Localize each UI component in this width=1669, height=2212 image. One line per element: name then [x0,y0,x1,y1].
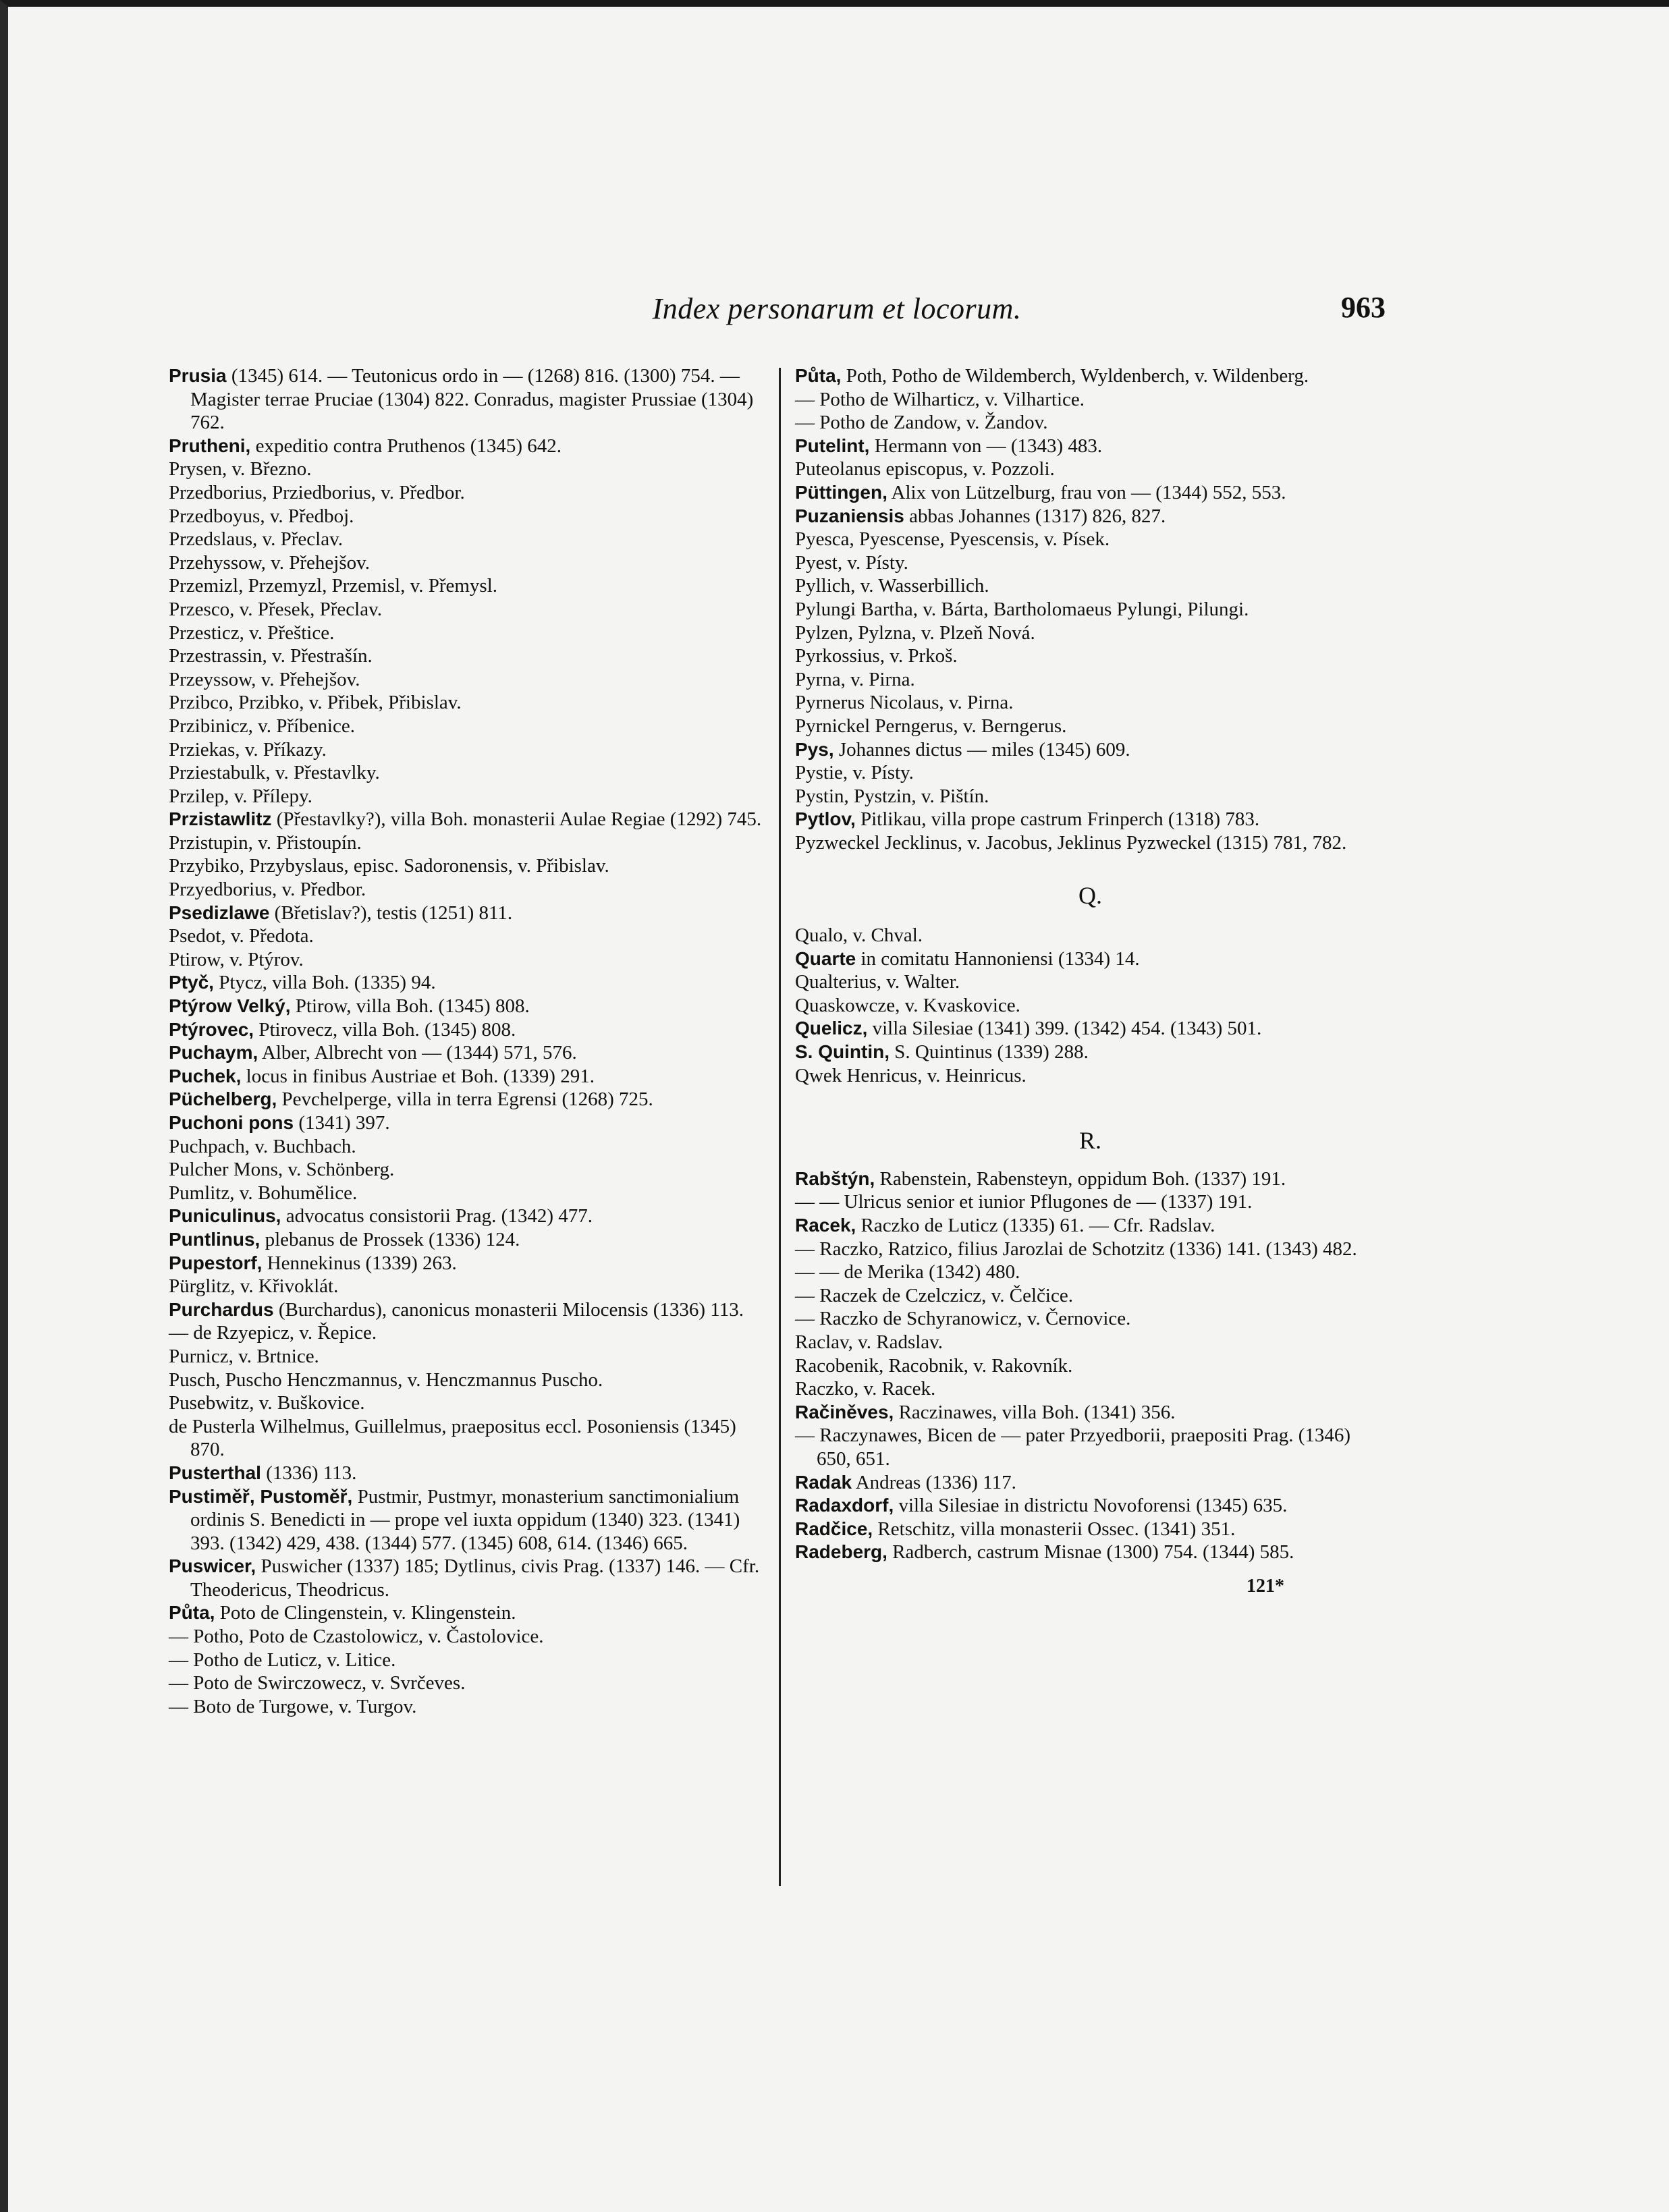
index-entry [169,808,763,831]
index-entry [169,854,763,878]
index-entry [169,948,763,972]
entry-text: Pyrnerus Nicolaus, v. Pirna. [795,692,1014,714]
index-entry [169,1228,763,1252]
entry-text: Poto de Clingenstein, v. Klingenstein. [215,1602,516,1624]
index-entry [795,1377,1386,1401]
index-entry [795,1424,1386,1470]
entry-text: Pustmir, Pustmyr, monasterium sanctimonialium ordinis S. Benedicti in — prope vel iuxta oppidum (1340) 323. (1341) 393. (1342) 429, 438. (1344) 577. (1345) 608, 614. (1346) 665. [190,1485,740,1554]
index-entry [795,1494,1386,1518]
index-entry [169,902,763,925]
index-entry [169,1462,763,1485]
entry-text: Purnicz, v. Brtnice. [169,1345,319,1367]
index-entry [169,1158,763,1182]
index-entry [795,1354,1386,1378]
entry-text: S. Quintinus (1339) 288. [890,1041,1089,1063]
entry-text: Hennekinus (1339) 263. [262,1252,457,1274]
entry-text: plebanus de Prossek (1336) 124. [260,1228,520,1250]
entry-text: Raczinawes, villa Boh. (1341) 356. [894,1401,1176,1423]
index-entry [169,668,763,692]
index-entry [795,435,1386,458]
index-entry [169,1345,763,1368]
entry-text: (Burchardus), canonicus monasterii Milocensis (1336) 113. [273,1298,744,1321]
index-entry [795,481,1386,505]
index-entry [795,1017,1386,1041]
entry-headword: Ptýrow Velký, [169,995,291,1017]
index-entry [795,388,1386,412]
entry-text: Poth, Potho de Wildemberch, Wyldenberch, v. Wildenberg. [841,365,1309,387]
entry-text: Pürglitz, v. Křivoklát. [169,1275,339,1298]
index-entry [169,1275,763,1298]
index-entry [169,621,763,645]
index-entry [169,458,763,481]
entry-text: Prziekas, v. Příkazy. [169,738,327,761]
index-entry [795,598,1386,621]
index-entry [169,878,763,902]
entry-text: Ptirovecz, villa Boh. (1345) 808. [254,1018,516,1041]
section-letter-q: Q. [1078,882,1102,910]
entry-text: Pyrkossius, v. Prkoš. [795,645,958,667]
index-entry [169,1018,763,1042]
entry-text: Puchpach, v. Buchbach. [169,1135,356,1157]
index-entry [795,1284,1386,1308]
entry-text: Pevchelperge, villa in terra Egrensi (1268) 725. [277,1088,653,1111]
index-entry [795,1331,1386,1354]
index-entry [795,924,1386,947]
index-entry [169,1485,763,1555]
index-entry [795,715,1386,738]
entry-headword: Racek, [795,1215,856,1236]
entry-headword: Půta, [795,365,842,386]
entry-text: Qualterius, v. Walter. [795,971,960,993]
entry-text: Hermann von — (1343) 483. [869,435,1103,457]
index-entry [169,364,763,435]
entry-text: Raclav, v. Radslav. [795,1331,943,1353]
index-entry [795,1238,1386,1261]
entry-headword: Puntlinus, [169,1228,261,1250]
index-entry [795,668,1386,692]
entry-text: Prziestabulk, v. Přestavlky. [169,762,380,784]
entry-headword: Prutheni, [169,435,251,456]
entry-text: Qualo, v. Chval. [795,924,923,947]
entry-headword: Pusterthal [169,1462,261,1483]
index-entry [795,761,1386,785]
entry-text: — Potho de Luticz, v. Litice. [169,1649,396,1671]
entry-text: Przilep, v. Přílepy. [169,785,312,807]
entry-text: Racobenik, Racobnik, v. Rakovník. [795,1354,1073,1377]
entry-text: Pyrna, v. Pirna. [795,668,915,690]
entry-text: Pulcher Mons, v. Schönberg. [169,1159,395,1181]
entry-text: Pystie, v. Písty. [795,762,914,784]
entry-text: de Pusterla Wilhelmus, Guillelmus, praepositus eccl. Posoniensis (1345) 870. [169,1415,736,1461]
section-letter-r: R. [1078,1127,1101,1155]
entry-text: Raczko, v. Racek. [795,1378,936,1400]
entry-text: locus in finibus Austriae et Boh. (1339) 291. [241,1065,595,1087]
entry-headword: Pustiměř, Pustoměř, [169,1485,353,1507]
entry-headword: Puchek, [169,1065,242,1086]
page-number: 963 [1341,291,1386,324]
index-entry [795,1167,1386,1191]
index-entry [169,1065,763,1088]
entry-text: Psedot, v. Předota. [169,925,314,947]
index-entry [795,574,1386,598]
column-divider [779,368,781,1886]
entry-text: Ptycz, villa Boh. (1335) 94. [213,972,436,994]
entry-text: Rabenstein, Rabensteyn, oppidum Boh. (1337) 191. [875,1167,1286,1190]
index-entry [795,1190,1386,1214]
left-column [169,364,763,1718]
index-entry [169,1671,763,1695]
entry-text: Przedborius, Prziedborius, v. Předbor. [169,481,465,503]
entry-text: — Potho de Wilharticz, v. Vilhartice. [795,388,1085,410]
entry-text: Przesticz, v. Přeštice. [169,621,335,644]
entry-text: Przedslaus, v. Přeclav. [169,528,343,551]
entry-text: Retschitz, villa monasterii Ossec. (1341) 351. [873,1518,1236,1540]
entry-headword: Puzaniensis [795,505,904,526]
entry-text: Przybiko, Przybyslaus, episc. Sadoronensis, v. Přibislav. [169,855,609,877]
entry-headword: Puchaym, [169,1042,258,1063]
entry-text: Alber, Albrecht von — (1344) 571, 576. [258,1042,577,1064]
entry-text: advocatus consistorii Prag. (1342) 477. [281,1205,593,1227]
entry-text: Przemizl, Przemyzl, Przemisl, v. Přemysl. [169,575,497,597]
entry-text: Przyedborius, v. Předbor. [169,879,366,901]
entry-headword: Prusia [169,365,227,386]
entry-text: Qwek Henricus, v. Heinricus. [795,1064,1027,1086]
entry-headword: Půta, [169,1602,215,1624]
index-entry [795,947,1386,971]
entry-headword: Püchelberg, [169,1088,277,1110]
entry-text: Quaskowcze, v. Kvaskovice. [795,994,1020,1016]
index-entry [795,1541,1386,1564]
entry-text: Pyllich, v. Wasserbillich. [795,575,989,597]
index-entry [795,551,1386,575]
index-entry [795,1064,1386,1088]
index-entry [169,1368,763,1392]
index-entry [795,1471,1386,1495]
entry-text: Puteolanus episcopus, v. Pozzoli. [795,458,1055,480]
entry-text: — de Rzyepicz, v. Řepice. [169,1322,377,1344]
index-entry [169,1298,763,1322]
index-entry [169,971,763,995]
entry-headword: Radaxdorf, [795,1495,894,1516]
entry-headword: Puniculinus, [169,1205,281,1227]
index-entry [169,1205,763,1228]
entry-headword: Püttingen, [795,481,887,503]
index-entry [169,1182,763,1205]
entry-text: Johannes dictus — miles (1345) 609. [833,738,1130,761]
entry-text: Pumlitz, v. Bohumělice. [169,1182,358,1204]
entry-text: Przibco, Przibko, v. Přibek, Přibislav. [169,692,462,714]
index-entry [795,691,1386,715]
index-entry [795,1518,1386,1541]
index-entry [795,1401,1386,1425]
entry-text: villa Silesiae (1341) 399. (1342) 454. (1343) 501. [867,1018,1262,1040]
index-entry [169,574,763,598]
index-entry [795,1214,1386,1238]
index-entry [169,528,763,551]
index-entry [169,551,763,575]
entry-headword: Puswicer, [169,1555,256,1577]
index-entry [169,1695,763,1719]
index-entry [795,1041,1386,1064]
index-entry [795,785,1386,808]
entry-text: Prysen, v. Březno. [169,458,312,480]
entry-text: Pystin, Pystzin, v. Pištín. [795,785,989,807]
index-entry [795,505,1386,528]
entry-text: expeditio contra Pruthenos (1345) 642. [250,435,562,457]
entry-headword: Ptýrovec, [169,1018,254,1040]
entry-text: in comitatu Hannoniensi (1334) 14. [856,947,1140,970]
entry-headword: Radak [795,1471,852,1493]
index-entry [795,808,1386,831]
entry-headword: Puchoni pons [169,1112,294,1133]
entry-text: (Břetislav?), testis (1251) 811. [269,902,513,924]
entry-text: Raczko de Luticz (1335) 61. — Cfr. Radslav. [856,1215,1215,1236]
entry-text: Przehyssow, v. Přehejšov. [169,551,371,574]
entry-text: Przistupin, v. Přistoupín. [169,831,362,854]
entry-headword: Pytlov, [795,808,856,830]
entry-text: Pyest, v. Písty. [795,551,908,574]
entry-text: Przedboyus, v. Předboj. [169,505,354,527]
entry-text: Andreas (1336) 117. [852,1471,1016,1493]
index-entry [795,1261,1386,1284]
entry-text: Puswicher (1337) 185; Dytlinus, civis Prag. (1337) 146. — Cfr. Theodericus, Theodricus. [190,1555,760,1601]
index-entry [169,1601,763,1625]
entry-headword: Quarte [795,947,856,969]
index-entry [169,1111,763,1135]
index-entry [169,1041,763,1065]
index-entry [169,481,763,505]
entry-text: — Poto de Swirczowecz, v. Svrčeves. [169,1672,466,1694]
entry-text: Alix von Lützelburg, frau von — (1344) 552, 553. [887,481,1286,503]
entry-text: (1336) 113. [261,1462,357,1484]
entry-text: — Raczynawes, Bicen de — pater Przyedborii, praepositi Prag. (1346) 650, 651. [795,1425,1351,1470]
index-entry [169,924,763,948]
index-entry [169,738,763,762]
right-column-q-entries [795,924,1386,1087]
index-entry [169,1252,763,1275]
entry-text: — Raczek de Czelczicz, v. Čelčice. [795,1284,1073,1306]
entry-text: Przestrassin, v. Přestrašín. [169,645,373,667]
index-entry [795,411,1386,435]
entry-headword: Quelicz, [795,1018,868,1039]
entry-headword: Račiněves, [795,1401,894,1422]
entry-text: Pusch, Puscho Henczmannus, v. Henczmannus Puscho. [169,1368,603,1391]
entry-text: Pylzen, Pylzna, v. Plzeň Nová. [795,621,1035,644]
entry-text: — — de Merika (1342) 480. [795,1261,1020,1283]
entry-headword: Radeberg, [795,1541,887,1563]
entry-text: (Přestavlky?), villa Boh. monasterii Aulae Regiae (1292) 745. [271,808,762,831]
index-entry [795,621,1386,645]
entry-headword: Pys, [795,738,834,760]
index-entry [169,1625,763,1649]
entry-text: Pyesca, Pyescense, Pyescensis, v. Písek. [795,528,1110,551]
index-entry [169,435,763,458]
index-entry [169,1555,763,1601]
entry-text: — — Ulricus senior et iunior Pflugones de — (1337) 191. [795,1191,1253,1213]
entry-text: — Raczko de Schyranowicz, v. Černovice. [795,1308,1131,1330]
entry-headword: Psedizlawe [169,902,270,923]
index-entry [169,831,763,855]
index-entry [795,644,1386,668]
entry-text: Pyzweckel Jecklinus, v. Jacobus, Jeklinus Pyzweckel (1315) 781, 782. [795,831,1347,854]
index-entry [169,1649,763,1672]
entry-text: Przeyssow, v. Přehejšov. [169,668,360,690]
entry-headword: Putelint, [795,435,870,456]
entry-headword: Purchardus [169,1298,274,1320]
entry-headword: Radčice, [795,1518,873,1539]
entry-text: — Raczko, Ratzico, filius Jarozlai de Schotzitz (1336) 141. (1343) 482. [795,1238,1357,1260]
entry-text: Przibinicz, v. Příbenice. [169,715,355,737]
index-entry [169,644,763,668]
index-entry [795,831,1386,855]
index-entry [169,761,763,785]
index-entry [795,970,1386,994]
entry-text: Ptirow, villa Boh. (1345) 808. [290,995,530,1018]
right-column [795,364,1386,1599]
index-entry [169,1415,763,1462]
entry-text: villa Silesiae in districtu Novoforensi (1345) 635. [894,1495,1288,1517]
index-entry [795,458,1386,481]
signature-mark: 121* [1247,1575,1284,1597]
index-entry [795,738,1386,762]
index-entry [169,1135,763,1159]
index-entry [169,785,763,808]
page-header-title: Index personarum et locorum. [652,292,1022,325]
index-entry [169,1088,763,1111]
index-entry [169,715,763,738]
index-entry [795,1307,1386,1331]
entry-text: Pitlikau, villa prope castrum Frinperch (1318) 783. [855,808,1260,831]
entry-text: Pusebwitz, v. Buškovice. [169,1392,365,1414]
index-entry [795,364,1386,388]
index-entry [169,598,763,621]
entry-headword: Pupestorf, [169,1252,263,1273]
index-entry [169,1321,763,1345]
index-entry [169,691,763,715]
right-column-r-entries [795,1167,1386,1564]
entry-text: Przesco, v. Přesek, Přeclav. [169,598,382,620]
index-entry [169,1391,763,1415]
entry-text: Pyrnickel Perngerus, v. Berngerus. [795,715,1067,737]
entry-headword: Rabštýn, [795,1167,875,1189]
entry-text: (1345) 614. — Teutonicus ordo in — (1268) 816. (1300) 754. — Magister terrae Pruciae (1304) 822. Conradus, magister Prussiae (1304) 762. [190,365,754,434]
entry-text: abbas Johannes (1317) 826, 827. [904,505,1166,527]
entry-text: Radberch, castrum Misnae (1300) 754. (1344) 585. [887,1541,1294,1564]
entry-headword: Ptyč, [169,972,214,993]
entry-headword: Przistawlitz [169,808,272,830]
index-entry [795,994,1386,1018]
entry-text: Ptirow, v. Ptýrov. [169,948,304,970]
entry-text: (1341) 397. [294,1112,390,1134]
right-column-p-entries [795,364,1386,854]
index-entry [795,528,1386,551]
entry-text: — Boto de Turgowe, v. Turgov. [169,1695,417,1717]
index-entry [169,505,763,528]
entry-headword: S. Quintin, [795,1041,890,1063]
index-entry [169,995,763,1018]
entry-text: Pylungi Bartha, v. Bárta, Bartholomaeus Pylungi, Pilungi. [795,598,1249,620]
entry-text: — Potho de Zandow, v. Žandov. [795,412,1048,434]
entry-text: — Potho, Poto de Czastolowicz, v. Častolovice. [169,1626,544,1648]
